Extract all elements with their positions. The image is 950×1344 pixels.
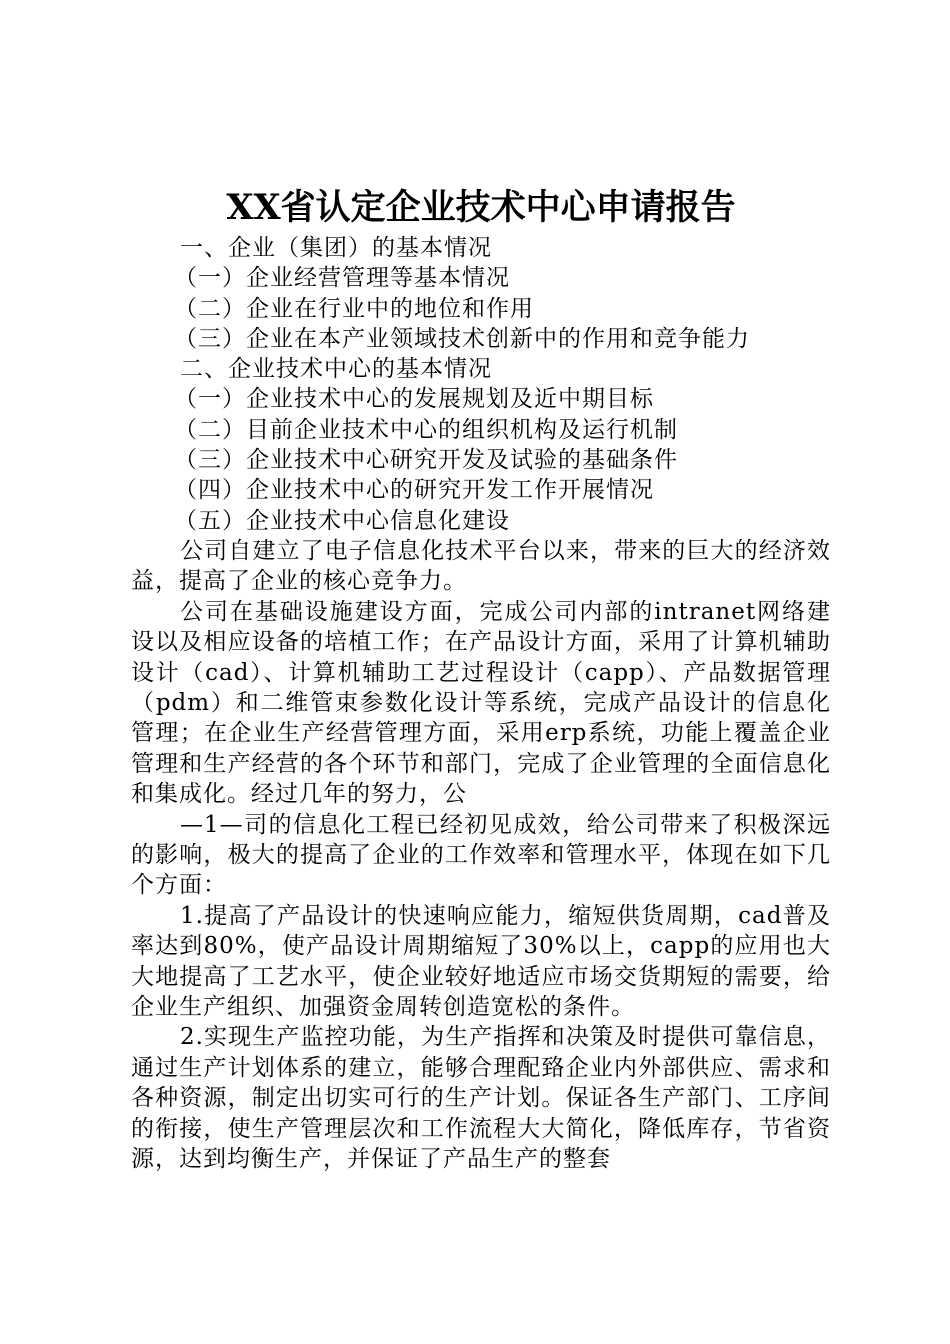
paragraph: 2.实现生产监控功能，为生产指挥和决策及时提供可靠信息，通过生产计划体系的建立，能够合理配臵企业内外部供应、需求和各种资源，制定出切实可行的生产计划。保证各生产部门、工序间的衔接，使生产管理层次和工作流程大大简化，降低库存，节省资源，达到均衡生产，并保证了产品生产的整套 bbox=[131, 1024, 831, 1173]
outline-subheading: （二）企业在行业中的地位和作用 bbox=[174, 295, 534, 322]
outline-subheading: （三）企业在本产业领域技术创新中的作用和竞争能力 bbox=[174, 325, 750, 352]
paragraph: 1.提高了产品设计的快速响应能力，缩短供货周期，cad普及率达到80%，使产品设计周期缩短了30%以上，capp的应用也大大地提高了工艺水平，使企业较好地适应市场交货期短的需要，给企业生产组织、加强资金周转创造宽松的条件。 bbox=[131, 902, 831, 1021]
body-text bbox=[131, 536, 831, 1175]
section-outline bbox=[131, 233, 831, 536]
paragraph: —1—司的信息化工程已经初见成效，给公司带来了积极深远的影响，极大的提高了企业的工作效率和管理水平，体现在如下几个方面： bbox=[131, 811, 831, 899]
outline-heading-1: 一、企业（集团）的基本情况 bbox=[180, 235, 492, 261]
outline-heading-2: 二、企业技术中心的基本情况 bbox=[180, 356, 492, 383]
outline-subheading: （三）企业技术中心研究开发及试验的基础条件 bbox=[174, 447, 678, 474]
paragraph: 公司自建立了电子信息化技术平台以来，带来的巨大的经济效益，提高了企业的核心竞争力。 bbox=[131, 537, 831, 595]
outline-subheading: （二）目前企业技术中心的组织机构及运行机制 bbox=[174, 416, 678, 443]
outline-subheading: （一）企业经营管理等基本情况 bbox=[174, 265, 510, 292]
outline-subheading: （一）企业技术中心的发展规划及近中期目标 bbox=[174, 386, 654, 413]
paragraph: 公司在基础设施建设方面，完成公司内部的intranet网络建设以及相应设备的培植工作；在产品设计方面，采用了计算机辅助设计（cad）、计算机辅助工艺过程设计（capp）、产品数据管理（pdm）和二维管束参数化设计等系统，完成产品设计的信息化管理；在企业生产经营管理方面，采用erp系统，功能上覆盖企业管理和生产经营的各个环节和部门，完成了企业管理的全面信息化和集成化。经过几年的努力，公 bbox=[131, 598, 831, 808]
document-page bbox=[131, 183, 831, 1175]
outline-subheading: （五）企业技术中心信息化建设 bbox=[174, 507, 510, 534]
document-title: XX省认定企业技术中心申请报告 bbox=[226, 187, 736, 228]
outline-subheading: （四）企业技术中心的研究开发工作开展情况 bbox=[174, 477, 654, 504]
